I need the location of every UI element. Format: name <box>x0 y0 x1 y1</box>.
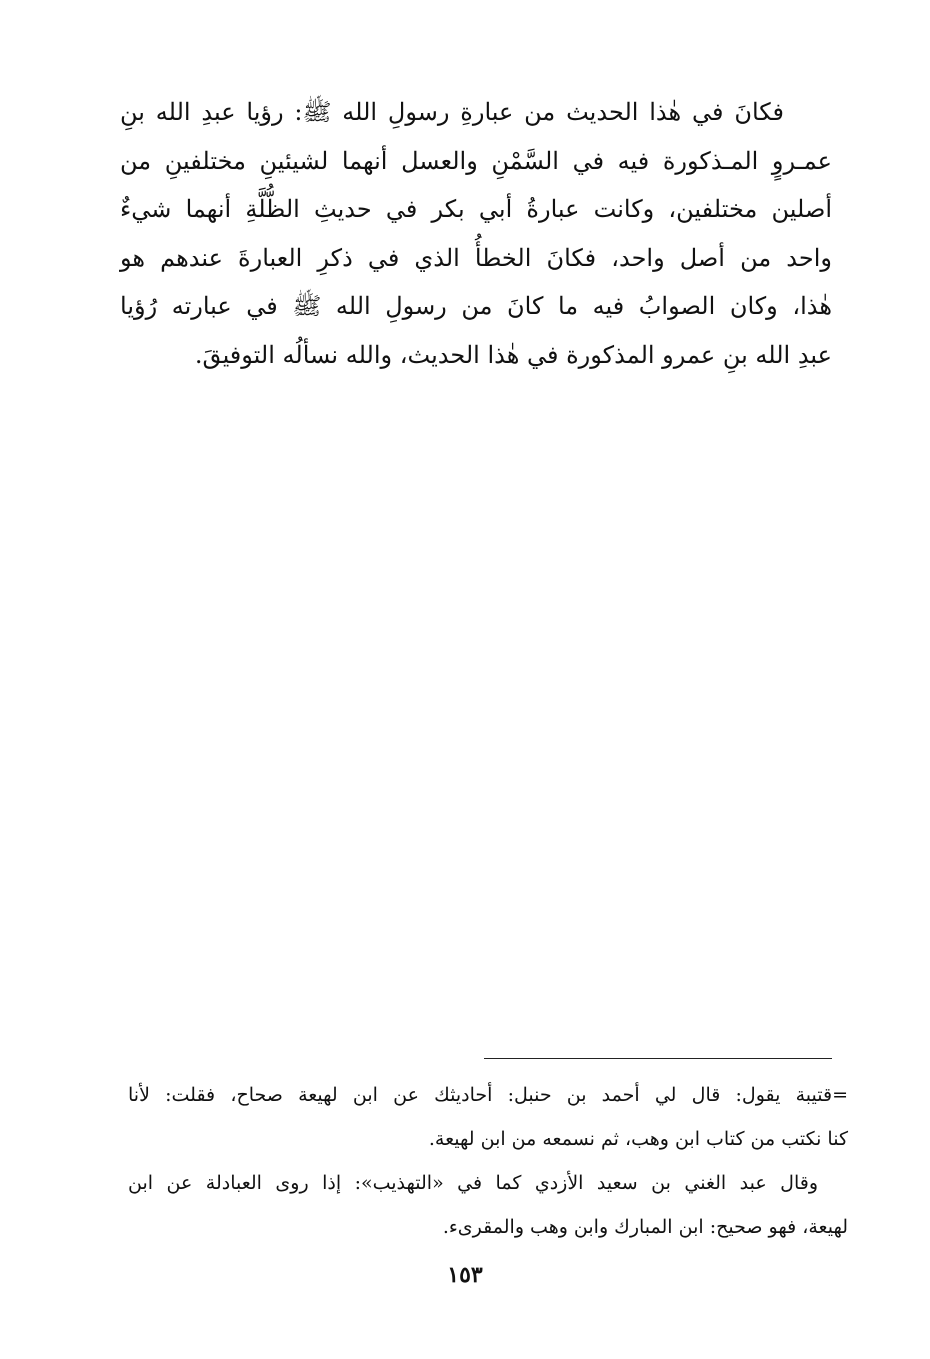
main-text-line: هٰذا، وكان الصوابُ فيه ما كانَ من رسولِ الله ﷺ في عبارته رُؤيا <box>120 292 832 320</box>
footnote-paragraph <box>128 1073 848 1161</box>
footnote-line: وقال عبد الغني بن سعيد الأزدي كما في «التهذيب»: إذا روى العبادلة عن ابن <box>128 1172 818 1194</box>
footnote-line: لهيعة، فهو صحيح: ابن المبارك وابن وهب والمقرىء. <box>442 1216 848 1238</box>
footnote-line: كنا نكتب من كتاب ابن وهب، ثم نسمعه من ابن لهيعة. <box>428 1128 848 1150</box>
footnote-line: =قتيبة يقول: قال لي أحمد بن حنبل: أحاديثك عن ابن لهيعة صحاح، فقلت: لأنا <box>128 1084 848 1106</box>
footnote-separator <box>484 1058 832 1059</box>
main-text-line: أصلين مختلفين، وكانت عبارةُ أبي بكر في حديثِ الظُّلَّةِ أنهما شيءٌ <box>120 195 832 223</box>
main-text-line: فكانَ في هٰذا الحديث من عبارةِ رسولِ الله ﷺ: رؤيا عبدِ الله بنِ <box>120 98 784 126</box>
page-number: ١٥٣ <box>447 1262 483 1288</box>
main-text-block <box>120 88 832 379</box>
main-text-line: عمـروٍ المـذكورة فيه في السَّمْنِ والعسل أنهما لشيئينِ مختلفينِ من <box>120 146 832 175</box>
main-text-line: واحد من أصل واحد، فكانَ الخطأُ الذي في ذكرِ العبارةَ عندهم هو <box>120 243 832 272</box>
footnotes-block <box>128 1073 848 1249</box>
main-text-line: عبدِ الله بنِ عمرو المذكورة في هٰذا الحديث، والله نسألُه التوفيقَ. <box>194 340 832 369</box>
footnote-paragraph <box>128 1161 848 1249</box>
